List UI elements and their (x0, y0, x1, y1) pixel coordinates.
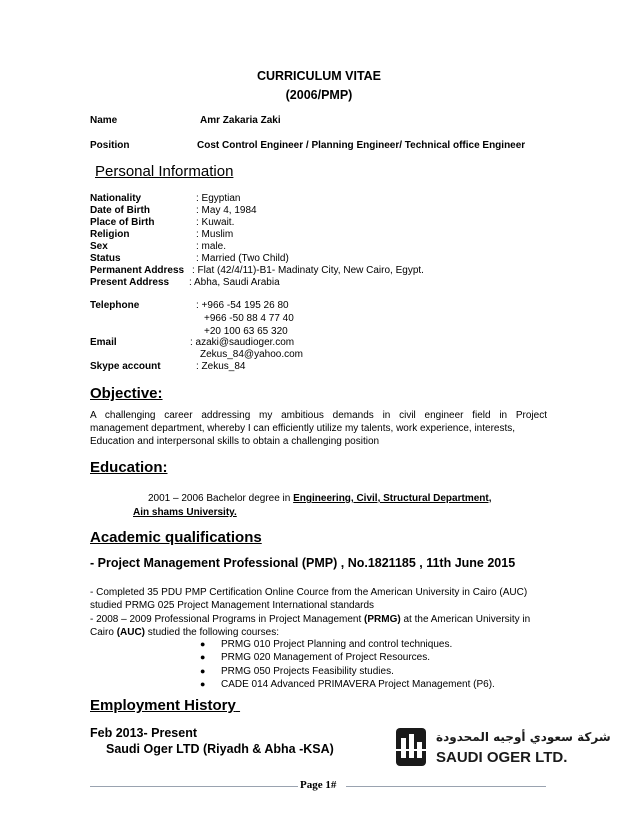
skype-value: : Zekus_84 (196, 361, 246, 372)
religion-label: Religion (90, 229, 130, 240)
logo-english-text: SAUDI OGER LTD. (436, 749, 568, 766)
course-label: PRMG 020 Management of Project Resources. (221, 652, 430, 664)
course-label: CADE 014 Advanced PRIMAVERA Project Management (P6). (221, 678, 495, 690)
academic-item-2-text-a: - 2008 – 2009 Professional Programs in Project Management (90, 614, 365, 625)
email-value-1[interactable]: : azaki@saudioger.com (190, 337, 295, 348)
education-line-1 (148, 493, 492, 504)
academic-item-1-line-2: studied PRMG 025 Project Management International standards (90, 600, 375, 611)
education-heading: Education: (90, 459, 168, 476)
position-value: Cost Control Engineer / Planning Engineer/ Technical office Engineer (197, 140, 526, 151)
courses-list (200, 638, 495, 691)
personal-information-heading: Personal Information (95, 163, 234, 180)
present-address-label: Present Address (90, 277, 170, 288)
present-address-value: : Abha, Saudi Arabia (189, 277, 280, 288)
email-label: Email (90, 337, 117, 348)
saudi-oger-logo (392, 724, 611, 770)
footer-divider-left (90, 786, 298, 787)
position-label: Position (90, 140, 130, 151)
skype-label: Skype account (90, 361, 161, 372)
list-item (200, 638, 495, 651)
education-field: Engineering, Civil, Structural Department, (293, 493, 492, 504)
saudi-oger-logo-icon (392, 724, 611, 770)
logo-arabic-text: شركة سعودي أوجيه المحدودة (436, 730, 611, 744)
bullet-icon: ● (200, 678, 206, 689)
permanent-address-value: : Flat (42/4/11)-B1- Madinaty City, New Cairo, Egypt. (192, 265, 424, 276)
employment-history-heading (90, 697, 240, 714)
email-value-2[interactable]: Zekus_84@yahoo.com (200, 349, 303, 360)
list-item (200, 651, 495, 664)
course-label: PRMG 050 Projects Feasibility studies. (221, 665, 394, 677)
status-label: Status (90, 253, 121, 264)
course-label: PRMG 010 Project Planning and control techniques. (221, 639, 453, 650)
document-title: CURRICULUM VITAE (256, 69, 382, 83)
document-subtitle: (2006/PMP) (285, 88, 353, 102)
bullet-icon: ● (200, 652, 206, 663)
telephone-value-3: +20 100 63 65 320 (204, 326, 288, 337)
dob-value: : May 4, 1984 (196, 205, 257, 216)
permanent-address-label: Permanent Address (90, 265, 185, 276)
dob-label: Date of Birth (90, 205, 150, 216)
list-item (200, 678, 495, 691)
list-item (200, 665, 495, 678)
nationality-label: Nationality (90, 193, 142, 204)
telephone-value-2: +966 -50 88 4 77 40 (204, 313, 294, 324)
academic-item-1-line-1: - Completed 35 PDU PMP Certification Online Cource from the American University in Cairo (AUC) (90, 587, 528, 598)
academic-item-2-cairo: Cairo (90, 627, 117, 638)
name-label: Name (90, 115, 118, 126)
academic-item-2-text-c: at the American University in (400, 614, 531, 625)
education-degree-text: 2001 – 2006 Bachelor degree in (148, 493, 294, 504)
employment-period: Feb 2013- Present (90, 726, 197, 740)
employment-company: Saudi Oger LTD (Riyadh & Abha -KSA) (106, 742, 334, 756)
sex-label: Sex (90, 241, 108, 252)
telephone-label: Telephone (90, 300, 140, 311)
objective-line-1: A challenging career addressing my ambitious demands in civil engineer field in Project (90, 410, 547, 421)
education-university: Ain shams University. (133, 507, 237, 518)
sex-value: : male. (196, 241, 227, 252)
place-of-birth-label: Place of Birth (90, 217, 155, 228)
academic-item-2-line-2 (90, 627, 279, 638)
bullet-icon: ● (200, 639, 206, 649)
prmg-label: (PRMG) (364, 614, 401, 625)
auc-label: (AUC) (116, 627, 146, 638)
academic-qualifications-heading: Academic qualifications (90, 529, 262, 546)
bullet-icon: ● (200, 665, 206, 676)
footer-divider-right (346, 786, 546, 787)
telephone-value-1: : +966 -54 195 26 80 (196, 300, 289, 311)
employment-heading-text: Employment History (90, 697, 236, 714)
name-value: Amr Zakaria Zaki (200, 115, 281, 126)
status-value: : Married (Two Child) (196, 253, 289, 264)
academic-item-2-line-1 (90, 614, 530, 625)
place-of-birth-value: : Kuwait. (196, 217, 235, 228)
nationality-value: : Egyptian (196, 193, 241, 204)
academic-item-2-studied: studied the following courses: (145, 627, 279, 638)
religion-value: : Muslim (196, 229, 234, 240)
objective-line-2: management department, whereby I can efficiently utilize my talents, work experience, interests, (90, 423, 516, 434)
page-number: Page 1# (300, 779, 337, 791)
pmp-certification: - Project Management Professional (PMP) , No.1821185 , 11th June 2015 (90, 556, 516, 570)
objective-line-3: Education and interpersonal skills to obtain a challenging position (90, 436, 380, 447)
objective-heading: Objective: (90, 385, 163, 402)
